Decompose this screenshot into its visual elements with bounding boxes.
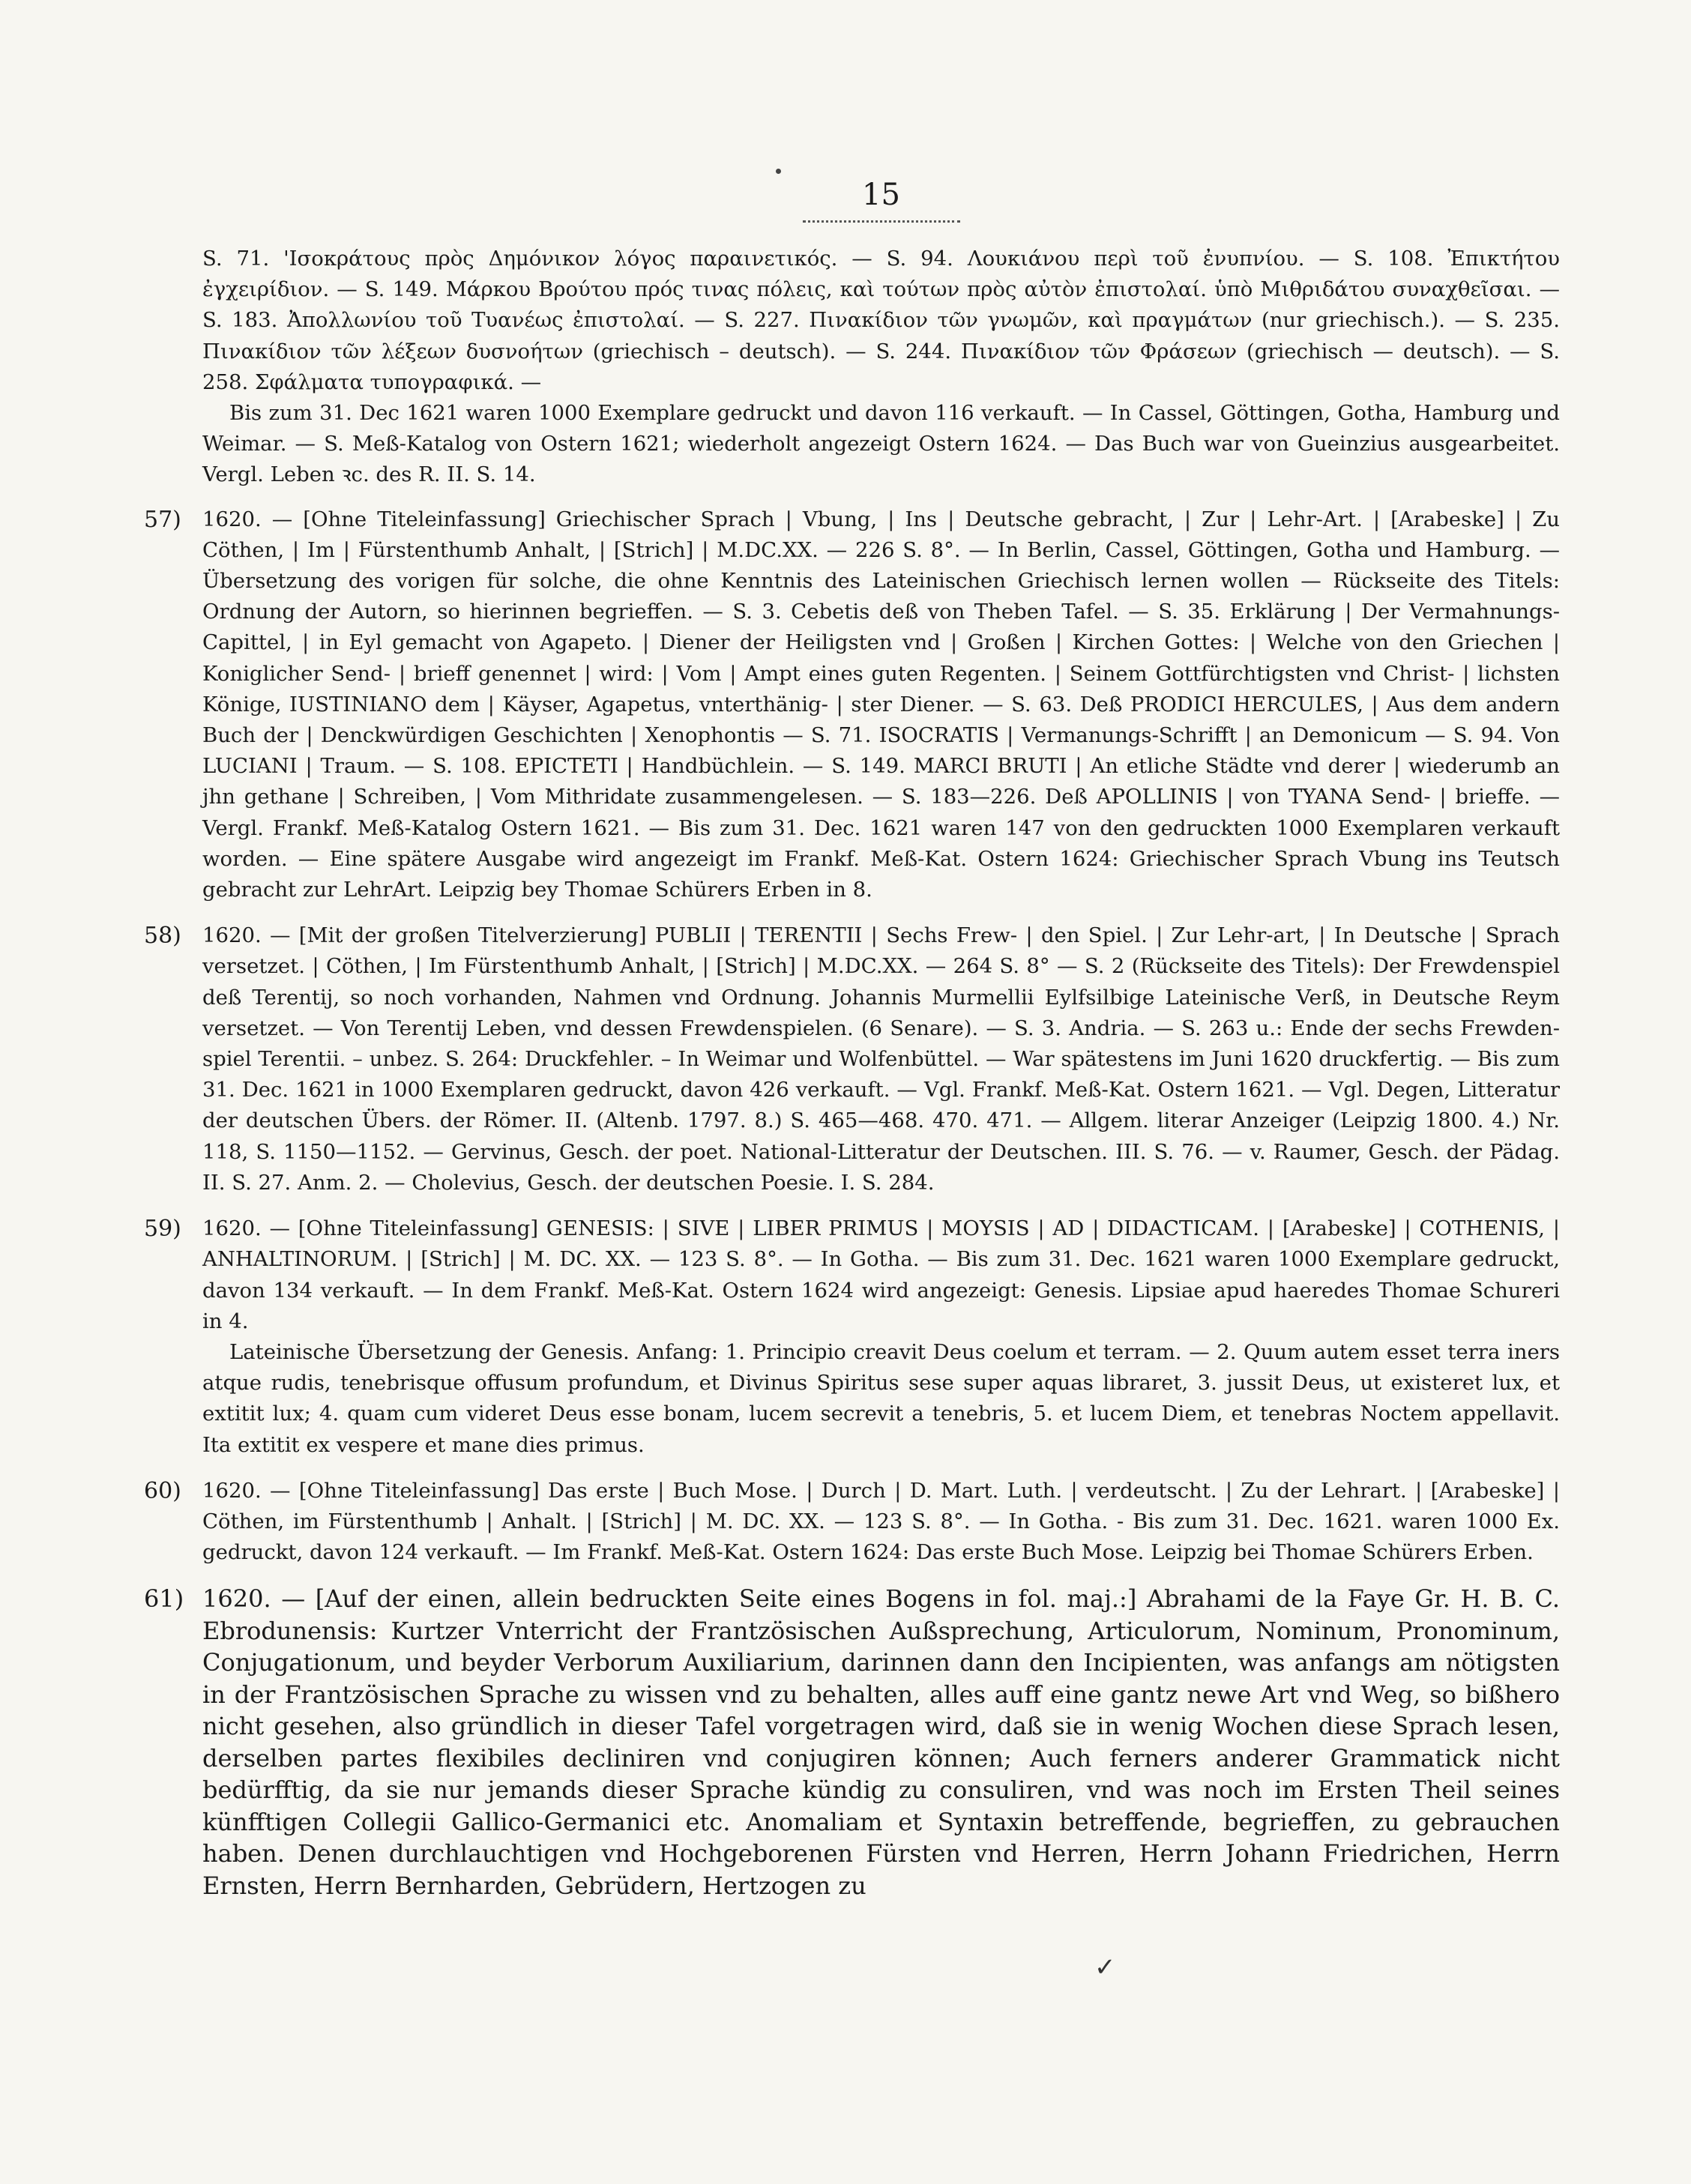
notes-paragraph: Bis zum 31. Dec 1621 waren 1000 Exemplare gedruckt und davon 116 verkauft. — In Cassel, Göttingen, Gotha, Hamburg und Weimar. — S. Meß-Katalog von Ostern 1621; wiederholt angezeigt Ostern 1624. — Das Buch war von Gueinzius ausgearbeitet. Vergl. Leben ꝛc. des R. II. S. 14.: [202, 401, 1560, 487]
page-number: 15: [862, 178, 900, 212]
catalog-entry: [144, 1476, 1560, 1569]
entry-number: 59): [144, 1216, 181, 1243]
page-number-ornament: [803, 213, 960, 223]
ink-dot: [776, 169, 781, 174]
entry-paragraph: 1620. — [Ohne Titeleinfassung] GENESIS: | SIVE | LIBER PRIMUS | MOYSIS | AD | DIDACTICAM. | [Arabeske] | COTHENIS, | ANHALTINORUM. | [Strich] | M. DC. XX. — 123 S. 8°. — In Gotha. — Bis zum 31. Dec. 1621 waren 1000 Exemplare gedruckt, davon 134 verkauft. — In dem Frankf. Meß-Kat. Ostern 1624 wird angezeigt: Genesis. Lipsiae apud haeredes Thomae Schureri in 4.: [202, 1216, 1560, 1333]
continuation-block: [202, 244, 1560, 491]
catalog-entry: [144, 504, 1560, 906]
entry-number: 60): [144, 1477, 181, 1504]
catalog-entry: [144, 1583, 1560, 1901]
pencil-check-mark: ✓: [1094, 1952, 1116, 1982]
entry-paragraph: 1620. — [Auf der einen, allein bedruckten Seite eines Bogens in fol. maj.:] Abrahami de la Faye Gr. H. B. C. Ebrodunensis: Kurtzer Vnterricht der Frantzösischen Außsprechung, Articulorum, Nominum, Pronominum, Conjugationum, und beyder Verborum Auxiliarium, darinnen dann den Incipienten, was anfangs am nötigsten in der Frantzösischen Sprache zu wissen vnd zu behalten, alles auff eine gantz newe Art vnd Weg, so bißhero nicht gesehen, also gründlich in dieser Tafel vorgetragen wird, daß sie in wenig Wochen diese Sprach lesen, derselben partes flexibiles decliniren vnd conjugiren können; Auch ferners anderer Grammatick nicht bedürfftig, da sie nur jemands dieser Sprache kündig zu consuliren, vnd was noch im Ersten Theil seines künfftigen Collegii Gallico-Germanici etc. Anomaliam et Syntaxin betreffende, begrieffen, zu gebrauchen haben. Denen durchlauchtigen vnd Hochgeborenen Fürsten vnd Herren, Herrn Johann Friedrichen, Herrn Ernsten, Herrn Bernharden, Gebrüdern, Hertzogen zu: [202, 1584, 1560, 1900]
catalog-entry: [144, 920, 1560, 1198]
entry-number: 61): [144, 1584, 184, 1614]
entry-number: 58): [144, 923, 181, 950]
catalog-entry: [144, 1213, 1560, 1461]
entry-paragraph: 1620. — [Ohne Titeleinfassung] Griechischer Sprach | Vbung, | Ins | Deutsche gebracht, | Zur | Lehr-Art. | [Arabeske] | Zu Cöthen, | Im | Fürstenthumb Anhalt, | [Strich] | M.DC.XX. — 226 S. 8°. — In Berlin, Cassel, Göttingen, Gotha und Hamburg. — Übersetzung des vorigen für solche, die ohne Kenntnis des Lateinischen Griechisch lernen wollen — Rückseite des Titels: Ordnung der Autorn, so hierinnen begrieffen. — S. 3. Cebetis deß von Theben Tafel. — S. 35. Erklärung | Der Vermahnungs-Capittel, | in Eyl gemacht von Agapeto. | Diener der Heiligsten vnd | Großen | Kirchen Gottes: | Welche von den Griechen | Koniglicher Send- | brieff genennet | wird: | Vom | Ampt eines guten Regenten. | Seinem Gottfürchtigsten vnd Christ- | lichsten Könige, IUSTINIANO dem | Käyser, Agapetus, vnterthänig- | ster Diener. — S. 63. Deß PRODICI HERCULES, | Aus dem andern Buch der | Denckwürdigen Geschichten | Xenophontis — S. 71. ISOCRATIS | Vermanungs-Schrifft | an Demonicum — S. 94. Von LUCIANI | Traum. — S. 108. EPICTETI | Handbüchlein. — S. 149. MARCI BRUTI | An etliche Städte vnd derer | wiederumb an jhn gethane | Schreiben, | Vom Mithridate zusammengelesen. — S. 183—226. Deß APOLLINIS | von TYANA Send- | brieffe. — Vergl. Frankf. Meß-Katalog Ostern 1621. — Bis zum 31. Dec. 1621 waren 147 von den gedruckten 1000 Exemplaren verkauft worden. — Eine spätere Ausgabe wird angezeigt im Frankf. Meß-Kat. Ostern 1624: Griechischer Sprach Vbung ins Teutsch gebracht zur LehrArt. Leipzig bey Thomae Schürers Erben in 8.: [202, 507, 1560, 902]
entry-paragraph: 1620. — [Ohne Titeleinfassung] Das erste | Buch Mose. | Durch | D. Mart. Luth. | verdeutscht. | Zu der Lehrart. | [Arabeske] | Cöthen, im Fürstenthumb | Anhalt. | [Strich] | M. DC. XX. — 123 S. 8°. — In Gotha. - Bis zum 31. Dec. 1621. waren 1000 Ex. gedruckt, davon 124 verkauft. — Im Frankf. Meß-Kat. Ostern 1624: Das erste Buch Mose. Leipzig bei Thomae Schürers Erben.: [202, 1478, 1560, 1565]
entry-number: 57): [144, 506, 181, 533]
contents-paragraph: S. 71. 'Ισοκράτους πρὸς Δημόνικον λόγος παραινετικός. — S. 94. Λουκιάνου περὶ τοῦ ἐνυπνίου. — S. 108. Ἐπικτήτου ἐγχειρίδιον. — S. 149. Μάρκου Βρούτου πρός τινας πόλεις, καὶ τούτων πρὸς αὐτὸν ἐπιστολαί. ὑπὸ Μιθριδάτου συναχθεῖσαι. — S. 183. Ἀπολλωνίου τοῦ Τυανέως ἐπιστολαί. — S. 227. Πινακίδιον τῶν γνωμῶν, καὶ πραγμάτων (nur griechisch.). — S. 235. Πινακίδιον τῶν λέξεων δυσνοήτων (griechisch – deutsch). — S. 244. Πινακίδιον τῶν Φράσεων (griechisch — deutsch). — S. 258. Σφάλματα τυπογραφικά. —: [202, 247, 1560, 394]
entry-list: [144, 504, 1560, 1902]
entry-paragraph: 1620. — [Mit der großen Titelverzierung] PUBLII | TERENTII | Sechs Frew- | den Spiel. | Zur Lehr-art, | In Deutsche | Sprach versetzet. | Cöthen, | Im Fürstenthumb Anhalt, | [Strich] | M.DC.XX. — 264 S. 8° — S. 2 (Rückseite des Titels): Der Frewdenspiel deß Terentij, so noch vorhanden, Nahmen vnd Ordnung. Johannis Murmellii Eylfsilbige Lateinische Verß, in Deutsche Reym versetzet. — Von Terentij Leben, vnd dessen Frewdenspielen. (6 Senare). — S. 3. Andria. — S. 263 u.: Ende der sechs Frewden-spiel Terentii. – unbez. S. 264: Druckfehler. – In Weimar und Wolfenbüttel. — War spätestens im Juni 1620 druckfertig. — Bis zum 31. Dec. 1621 in 1000 Exemplaren gedruckt, davon 426 verkauft. — Vgl. Frankf. Meß-Kat. Ostern 1621. — Vgl. Degen, Litteratur der deutschen Übers. der Römer. II. (Altenb. 1797. 8.) S. 465—468. 470. 471. — Allgem. literar Anzeiger (Leipzig 1800. 4.) Nr. 118, S. 1150—1152. — Gervinus, Gesch. der poet. National-Litteratur der Deutschen. III. S. 76. — v. Raumer, Gesch. der Pädag. II. S. 27. Anm. 2. — Cholevius, Gesch. der deutschen Poesie. I. S. 284.: [202, 923, 1560, 1195]
entry-paragraph: Lateinische Übersetzung der Genesis. Anfang: 1. Principio creavit Deus coelum et terram. — 2. Quum autem esset terra iners atque rudis, tenebrisque offusum profundum, et Divinus Spiritus sese super aquas libraret, 3. jussit Deus, ut existeret lux, et extitit lux; 4. quam cum videret Deus esse bonam, lucem secrevit a tenebris, 5. et lucem Diem, et tenebras Noctem appellavit. Ita extitit ex vespere et mane dies primus.: [202, 1339, 1560, 1457]
